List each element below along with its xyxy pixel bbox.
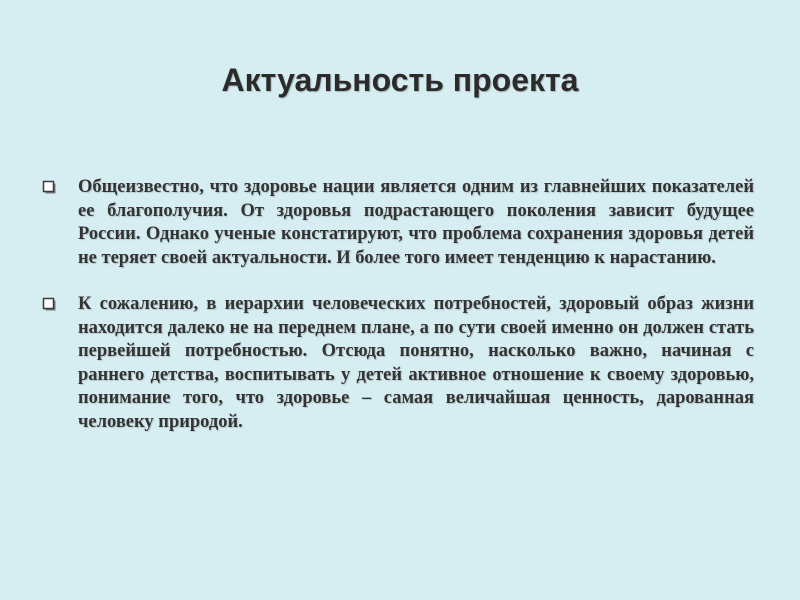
slide-content (42, 176, 754, 434)
bullet-item (42, 176, 754, 270)
bullet-text: Общеизвестно, что здоровье нации является одним из главнейших показателей ее благополучия. От здоровья подрастающего поколения зависит будущее России. Однако ученые констатируют, что проблема сохранения здоровья детей не теряет своей актуальности. И более того имеет тенденцию к нарастанию. (78, 177, 754, 268)
checkbox-bullet-icon (42, 297, 58, 313)
checkbox-bullet-icon (42, 180, 58, 196)
bullet-text: К сожалению, в иерархии человеческих потребностей, здоровый образ жизни находится далеко не на переднем плане, а по сути своей именно он должен стать первейшей потребностью. Отсюда понятно, насколько важно, начиная с раннего детства, воспитывать у детей активное отношение к своему здоровью, понимание того, что здоровье – самая величайшая ценность, дарованная человеку природой. (78, 294, 754, 432)
slide-title: Актуальность проекта (221, 62, 579, 98)
bullet-item (42, 293, 754, 434)
